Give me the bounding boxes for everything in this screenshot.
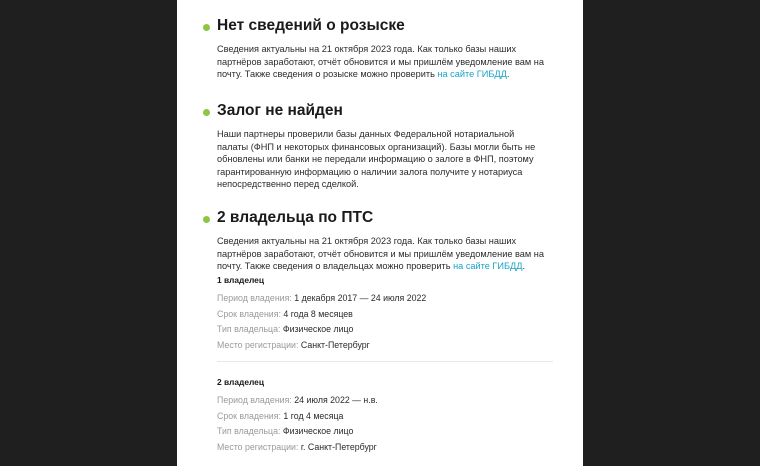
status-dot-icon	[203, 24, 210, 31]
place-value: г. Санкт-Петербург	[300, 441, 377, 452]
owner-type	[217, 322, 553, 338]
wanted-header	[177, 15, 583, 37]
term-value: 4 года 8 месяцев	[283, 308, 353, 319]
owners-divider	[217, 361, 553, 362]
place-label: Место регистрации:	[217, 441, 299, 452]
owners-text-end: .	[522, 261, 526, 271]
wanted-text	[217, 43, 547, 81]
pledge-section	[177, 100, 583, 191]
pledge-text: Наши партнеры проверили базы данных Федеральной нотариальной палаты (ФНП и некоторых финансовых организаций). Базы могли быть не обновлены или банки не передали информацию о залоге в ФНП, поэтому гарантированную информацию о наличии залога получите у нотариуса непосредственно перед сделкой.	[217, 129, 536, 189]
owner-place	[217, 440, 553, 456]
term-label: Срок владения:	[217, 410, 281, 421]
owner-card-1	[217, 275, 553, 353]
period-label: Период владения:	[217, 395, 292, 405]
owner-term	[217, 307, 553, 323]
wanted-text-end: .	[506, 69, 510, 79]
term-label: Срок владения:	[217, 308, 281, 319]
report-panel	[177, 0, 583, 466]
place-label: Место регистрации:	[217, 339, 299, 350]
wanted-text-body: Сведения актуальны на 21 октября 2023 года. Как только базы наших партнёров заработают, отчёт обновится и мы пришлём уведомление вам на почту. Также сведения о розыске можно проверить	[217, 44, 544, 79]
place-value: Санкт-Петербург	[300, 339, 370, 350]
pledge-header	[177, 100, 583, 122]
owner-period	[217, 291, 553, 307]
period-label: Период владения:	[217, 293, 292, 303]
status-dot-icon	[203, 216, 210, 223]
owner-title: 1 владелец	[217, 275, 264, 285]
owner-card-2	[217, 377, 553, 455]
wanted-title: Нет сведений о розыске	[217, 17, 405, 34]
owner-period	[217, 393, 553, 409]
gibdd-link-owners[interactable]: на сайте ГИБДД	[453, 261, 523, 271]
owners-text-body: Сведения актуальны на 21 октября 2023 года. Как только базы наших партнёров заработают, отчёт обновится и мы пришлём уведомление вам на почту. Также сведения о владельцах можно проверить	[217, 236, 544, 271]
wanted-section	[177, 15, 583, 81]
owners-header	[177, 207, 583, 229]
gibdd-link-wanted[interactable]: на сайте ГИБДД	[437, 69, 507, 79]
type-value: Физическое лицо	[282, 426, 354, 436]
pledge-title: Залог не найден	[217, 102, 343, 119]
period-value: 24 июля 2022 — н.в.	[294, 395, 378, 405]
owner-type	[217, 424, 553, 440]
owners-section	[177, 207, 583, 273]
owner-title: 2 владелец	[217, 377, 264, 387]
status-dot-icon	[203, 109, 210, 116]
type-label: Тип владельца:	[217, 426, 281, 436]
type-value: Физическое лицо	[282, 324, 354, 334]
period-value: 1 декабря 2017 — 24 июля 2022	[294, 293, 427, 303]
owner-term	[217, 409, 553, 425]
owners-title: 2 владельца по ПТС	[217, 209, 374, 226]
term-value: 1 год 4 месяца	[283, 410, 344, 421]
owners-text	[217, 235, 547, 273]
owner-place	[217, 338, 553, 354]
type-label: Тип владельца:	[217, 324, 281, 334]
